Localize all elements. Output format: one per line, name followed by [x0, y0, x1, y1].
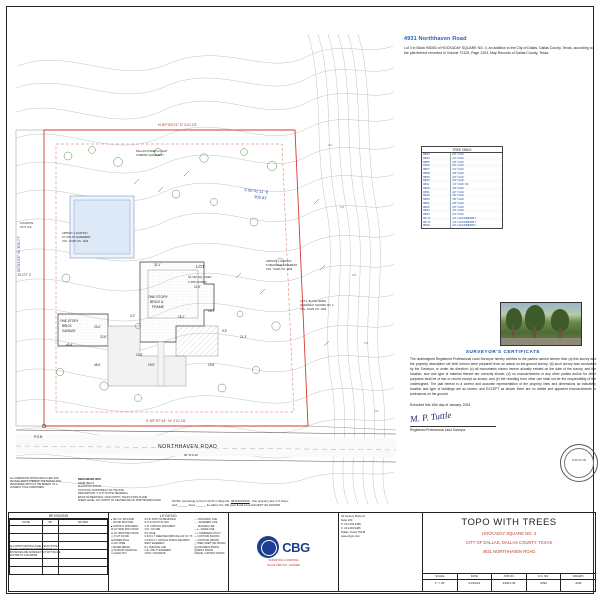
legend-entry: ∿∿ OVERHEAD UTILITY — [194, 532, 221, 535]
tree-description: 14" HACKBERRY — [452, 219, 477, 224]
legend-entry: ≈≈ CONTOUR (MAJOR) — [194, 536, 220, 539]
revision-row[interactable] — [10, 558, 108, 566]
legend-block — [109, 513, 229, 591]
tree-number: 9831 — [422, 191, 451, 195]
svg-text:BRICK &: BRICK & — [150, 300, 164, 304]
svg-text:NORTHHAVEN ROAD: NORTHHAVEN ROAD — [158, 444, 218, 450]
legend-entry: ⊕ POWER POLE — [111, 539, 130, 542]
svg-text:OF 5' U.E.: OF 5' U.E. — [20, 226, 33, 229]
svg-text:HOCKADAY SQUARE NO. 4: HOCKADAY SQUARE NO. 4 — [300, 304, 334, 307]
revision-cell[interactable] — [58, 542, 107, 550]
svg-text:APPROX. LOCATION: APPROX. LOCATION — [62, 232, 88, 235]
legend-entry: ▤ CONCRETE PAVING — [194, 546, 220, 549]
tree-description: 24" OAK — [452, 167, 464, 171]
firm-tagline-1: SURVEYING & MAPPING — [268, 559, 299, 563]
tree-number: 9840 — [422, 194, 451, 198]
tree-number: 9855 — [422, 161, 451, 165]
tree-number: 9820 — [422, 187, 451, 191]
flood-panel-number: 48113C0190K — [230, 499, 250, 503]
revision-cell[interactable] — [58, 525, 107, 533]
benchmark-line: LOCATION: NORTHWEST OF THE SITE — [78, 488, 125, 492]
tree-number: 98-72 — [422, 221, 451, 225]
tree-description: 22" OAK — [451, 179, 502, 183]
tree-number: 9858 — [422, 172, 451, 176]
legend-entry: ⊚ GUY WIRE — [111, 543, 126, 546]
svg-text:60' R.O.W.: 60' R.O.W. — [184, 453, 199, 457]
svg-text:GARAGE: GARAGE — [62, 329, 76, 333]
title-block-footer — [423, 573, 595, 591]
legend-column-abbreviations — [145, 519, 193, 557]
legend-entry: ESMT. EASEMENT — [144, 543, 165, 546]
tree-table-row — [422, 224, 502, 228]
tree-number: 9859 — [422, 176, 451, 180]
svg-text:22.6': 22.6' — [100, 335, 107, 339]
revision-cell[interactable] — [58, 533, 107, 541]
legend-entry: —x— FENCE LINE — [194, 529, 215, 532]
svg-text:45.0': 45.0' — [94, 363, 101, 367]
tree-number: 98-71 — [422, 217, 451, 221]
legend-entry: C.M. CONTROL MONUMENT — [144, 525, 176, 528]
legend-entry: ☒ 1/2" IRON ROD FOUND — [111, 529, 139, 532]
tree-number: 9854 — [422, 157, 451, 161]
legend-title: LEGEND — [159, 514, 178, 518]
footer-drawn-value: JGM — [575, 580, 582, 585]
general-note-1: ALL DIMENSIONS SHOWN ARE IN FEET AND DECIMAL PARTS THEREOF. THE SURVEY WAS PERFORMED WITHOUT THE BENEFIT OF A CURRENT TITLE COMMITMENT. — [10, 478, 62, 490]
revision-cell[interactable] — [58, 566, 107, 574]
legend-entry: R.O.W. RIGHT OF WAY — [144, 522, 170, 525]
revision-cell[interactable] — [10, 533, 43, 541]
tree-number: 9860 — [422, 179, 451, 183]
svg-text:23.2': 23.2' — [94, 325, 101, 329]
legend-entry: △ TREE (SIZE/TYPE NOTED) — [194, 543, 226, 546]
tree-description: 20" OAK — [452, 174, 464, 179]
footer-scale-value: 1" = 20' — [434, 580, 445, 585]
svg-text:622: 622 — [328, 144, 333, 147]
legend-entry: ─ ─ EASEMENT LINE — [194, 522, 218, 525]
revision-cell[interactable] — [10, 558, 43, 566]
svg-text:P.O.B.: P.O.B. — [34, 435, 43, 439]
revision-row[interactable] — [10, 566, 108, 574]
benchmark-line: SHEET LEVEL: NO. NORTH OF CENTERLINE OF NORTHHAVEN ROAD — [78, 499, 161, 502]
svg-text:LOT 2: LOT 2 — [20, 272, 32, 277]
revision-row[interactable] — [10, 550, 108, 558]
legend-entry: ⊗ 1/2" IRON PIPE FOUND — [111, 532, 139, 535]
tree-number: 9850 — [422, 198, 451, 202]
svg-text:N 89°59'21" E 210.23': N 89°59'21" E 210.23' — [158, 122, 198, 127]
svg-text:15.1': 15.1' — [208, 309, 215, 313]
jurisdiction: CITY OF DALLAS, DALLAS COUNTY, TEXAS — [465, 540, 553, 546]
svg-text:19.5': 19.5' — [208, 363, 215, 367]
svg-text:N 00°01'55" W 309.77': N 00°01'55" W 309.77' — [16, 235, 21, 276]
revision-cell[interactable] — [10, 542, 43, 550]
legend-entry: D.R.D.C.T. DEED RECORDS DALLAS CO. TX — [144, 536, 193, 539]
svg-text:VOL. 72125, PG. 1203: VOL. 72125, PG. 1203 — [300, 308, 327, 311]
tree-number: 9853 — [422, 153, 451, 157]
benchmark-line: ELEVATION: 625.18' — [78, 485, 102, 488]
site-photo — [500, 302, 582, 346]
svg-text:ONE STORY: ONE STORY — [148, 295, 168, 299]
svg-text:S 00°02'11" E: S 00°02'11" E — [243, 187, 269, 195]
svg-text:COMPANY EASEMENT: COMPANY EASEMENT — [136, 154, 164, 157]
revision-cell[interactable] — [43, 566, 59, 574]
svg-text:3.2': 3.2' — [130, 314, 136, 318]
sheet-title: TOPO WITH TREES — [461, 517, 557, 528]
svg-text:DALLAS POWER & LIGHT: DALLAS POWER & LIGHT — [136, 150, 168, 153]
revisions-col-notes: NOTES — [58, 520, 107, 526]
benchmark-title: BENCHMARK INFO — [78, 478, 102, 481]
legend-entry: –– CONTOUR (MINOR) — [194, 539, 220, 542]
firm-tagline-2: TEXAS FIRM NO. 10194390 — [266, 564, 301, 567]
flood-zone-note — [172, 500, 397, 508]
footer-job — [492, 574, 527, 591]
revision-cell[interactable] — [10, 550, 43, 558]
footer-scale — [423, 574, 458, 591]
firm-address-line: Suite 200 — [341, 518, 353, 522]
footer-date-value: 01/16/24 — [468, 580, 481, 585]
legend-entry: △ X CUT FOUND — [111, 536, 130, 539]
flood-note-second: and ______ does ______ lie within the 100 year flood zone EXCEPT AS SHOWN — [172, 502, 281, 507]
cbg-logo-icon — [257, 536, 279, 558]
footer-dfno — [527, 574, 562, 591]
svg-text:FRAME: FRAME — [152, 305, 164, 309]
tree-description: 15" OAK — [451, 209, 502, 213]
flood-note-left: NOTE: According to the F.I.R.M. in Map No. — [172, 499, 231, 503]
benchmark-line: DESCRIPTION: X CUT ON THE HEADWALL — [78, 492, 129, 495]
legend-entry: ○ FOUND IRON ROD — [111, 522, 134, 525]
tree-description: 30" OAK — [451, 164, 502, 168]
svg-text:5' DRAINAGE EASEMENT: 5' DRAINAGE EASEMENT — [266, 264, 298, 267]
surveyors-certificate — [410, 349, 596, 432]
footer-date — [458, 574, 493, 591]
subdivision-name: HOCKADAY SQUARE NO. 4 — [481, 531, 537, 536]
svg-text:13.4': 13.4' — [136, 353, 143, 357]
certificate-body: The undersigned Registered Professional Land Surveyor hereby certifies to the parties named hereon that: (a) this survey and the property description set forth hereon were prepared from an actual on-the-ground survey; (b) such survey was conducted by the Surveyor, or under his direction; (c) all monuments shown hereon actually existed on the date of the survey, and the location, size and type of material thereof are correctly shown; (d) no encroachments or any other parties and/or for other purposes shall be of law or record except as shown; and (e) the resulting from other use shall not be the responsibility of the undersigned. The plat hereon is a correct and accurate representation of the property lines and dimensions as indicated; location and type of buildings are as shown; and EXCEPT as shown there are no visible and apparent encroachments or protrusions on the ground. — [410, 357, 596, 396]
revision-cell[interactable] — [58, 550, 107, 558]
revision-cell[interactable] — [10, 525, 43, 533]
tree-description: 18" OAK — [452, 197, 464, 201]
tree-description: 20" OAK — [452, 152, 464, 156]
legend-entry: P.O.B. POINT OF BEGINNING — [144, 519, 177, 521]
revision-cell[interactable] — [10, 566, 43, 574]
legend-entry: ■ CONTROL MONUMENT — [111, 525, 139, 528]
legend-entry: ···· BUILDING LINE — [194, 525, 215, 528]
site-address: 4931 NORTHHAVEN ROAD — [482, 549, 536, 555]
legend-entry: O.P.R.D.C.T. OFFICIAL PUBLIC RECORDS — [144, 539, 190, 542]
general-note-2: ALL NORTH CENTRAL ZONE, TEXAS STATE PLANE COORDINATE SYSTEM NAD 83. ALL DISTANCES ARE SURFACE PLAT WITH SCALE FACTOR OF 1.000136506. — [10, 546, 61, 558]
legend-entry: U.E. UTILITY EASEMENT — [144, 549, 172, 552]
tree-number: 9811 — [422, 183, 451, 187]
footer-scale-label: SCALE — [423, 574, 457, 580]
surveyor-signature: M. P. Tuttle — [409, 409, 452, 424]
seal-text: SURVEYOR — [571, 459, 587, 462]
seal-inner-ring — [564, 448, 594, 478]
flood-note-right: , this property lies in X Zone, — [250, 499, 289, 503]
svg-text:40.4': 40.4' — [66, 343, 73, 347]
svg-text:626: 626 — [352, 274, 357, 277]
svg-text:VOL. 72125, PG. 1203: VOL. 72125, PG. 1203 — [266, 268, 293, 271]
legend-entry: ── BOUNDARY LINE — [194, 519, 217, 521]
revisions-table — [9, 519, 108, 575]
legend-column-linetypes — [194, 519, 226, 557]
signature-line — [410, 426, 496, 427]
tree-table-body — [422, 153, 502, 228]
footer-date-label: DATE — [458, 574, 492, 580]
legend-entry: ⊙ CLEAN OUT — [111, 553, 127, 556]
tree-description: 20" OAK — [452, 204, 464, 209]
firm-address-line: P: 214.349.9485 — [341, 522, 361, 526]
legend-entry: ▧ BRICK PAVING — [194, 549, 214, 552]
legend-entry: GRAVEL / ASPHALT PAVING — [194, 553, 225, 556]
revisions-block — [9, 513, 109, 591]
tree-description: 14" OAK X2 — [452, 182, 469, 186]
svg-text:LOT: LOT — [196, 264, 205, 269]
svg-text:LOT 4, BLOCK 9/8392: LOT 4, BLOCK 9/8392 — [300, 300, 327, 303]
firm-logo-block — [229, 513, 339, 591]
tree-description: 30" OAK — [451, 194, 502, 198]
firm-address-line: www.cbgtx.com — [341, 534, 360, 538]
firm-address-block — [339, 513, 423, 591]
tree-number: 9356 — [422, 164, 451, 168]
footer-drawn — [561, 574, 595, 591]
benchmark-line: BASIS OF BEARINGS: GRID NORTH, TEXAS STATE PLANE — [78, 495, 148, 499]
right-info-column — [404, 36, 594, 56]
svg-text:1.480 ACRES: 1.480 ACRES — [188, 280, 207, 284]
property-address: 4931 Northhaven Road — [404, 36, 467, 42]
svg-text:624: 624 — [340, 206, 345, 209]
firm-address-line: 49 Century Place Dr — [341, 515, 366, 518]
revision-cell[interactable] — [43, 550, 59, 558]
tree-description: 12" OAK — [451, 157, 502, 161]
footer-job-label: JOB NO. — [492, 574, 526, 580]
tree-number: 9861 — [422, 202, 451, 206]
svg-text:11.9': 11.9' — [194, 285, 201, 289]
svg-text:18.1': 18.1' — [178, 315, 185, 319]
firm-address-line: Dallas, Texas 75248 — [341, 530, 366, 534]
tree-table-title: TREE TABLE — [422, 147, 502, 153]
tree-description: 28" OAK — [452, 159, 464, 164]
benchmark-info — [78, 478, 166, 503]
svg-text:19.5': 19.5' — [148, 363, 155, 367]
svg-text:APPROX. LOCATION: APPROX. LOCATION — [266, 260, 292, 263]
legend-entry: ◎ SANITARY MANHOLE — [111, 549, 137, 552]
svg-text:ONE STORY: ONE STORY — [60, 319, 79, 323]
legend-entry: B.L. BUILDING LINE — [144, 546, 166, 549]
svg-text:32.1': 32.1' — [154, 263, 161, 267]
revisions-col-date: DATE — [10, 520, 43, 526]
revisions-col-by: BY — [43, 520, 59, 526]
legend-entry: ● SET 1/2" IRON ROD — [111, 519, 135, 521]
tree-description: 18" OAK — [451, 187, 502, 191]
svg-text:10' UTILITY EASEMENT: 10' UTILITY EASEMENT — [62, 236, 91, 239]
revision-row[interactable] — [10, 525, 108, 533]
footer-drawn-label: DRAWN — [561, 574, 595, 580]
tree-description: 24" OAK — [452, 212, 464, 216]
svg-text:21.3': 21.3' — [240, 335, 247, 339]
legend-entry: VOL. VOLUME — [144, 529, 161, 532]
legend-entry: PG. PAGE — [144, 532, 156, 535]
svg-text:BRICK: BRICK — [62, 324, 72, 328]
svg-text:309.81': 309.81' — [253, 194, 268, 201]
svg-text:64,462 SQ. FEET: 64,462 SQ. FEET — [188, 275, 212, 279]
svg-text:LOCATION: LOCATION — [20, 222, 34, 225]
footer-job-value: 24001-45 — [502, 580, 516, 585]
certificate-title: SURVEYOR'S CERTIFICATE — [465, 349, 541, 354]
svg-text:9.3': 9.3' — [222, 329, 228, 333]
tree-description: 12" HACKBERRY — [451, 224, 502, 228]
tree-number: 9857 — [422, 168, 451, 172]
svg-text:S 89°57'44" W 210.15': S 89°57'44" W 210.15' — [146, 418, 186, 423]
revision-cell[interactable] — [43, 533, 59, 541]
sheet-title-block — [423, 513, 595, 591]
signature-caption: Registered Professional Land Surveyor — [410, 427, 466, 432]
svg-text:630: 630 — [374, 410, 379, 413]
firm-address-line: F: 214.349.9486 — [341, 526, 361, 530]
tree-number: 9864 — [422, 213, 451, 217]
certificate-date: Executed this 16th day of January, 2024 — [410, 402, 471, 407]
svg-text:VOL. 72125, PG. 1203: VOL. 72125, PG. 1203 — [62, 240, 89, 243]
tree-number: 9862 — [422, 206, 451, 210]
revision-cell[interactable] — [43, 558, 59, 566]
tree-description: 22" OAK — [452, 189, 464, 194]
revision-cell[interactable] — [58, 558, 107, 566]
legend-entry: CONC. CONCRETE — [144, 553, 166, 556]
tree-number: 9863 — [422, 209, 451, 213]
footer-dfno-label: D.F. NO. — [527, 574, 561, 580]
tree-description: 12" HACKBERRY — [451, 217, 502, 221]
tree-number: 9836 — [422, 224, 451, 228]
revisions-title: REVISIONS — [9, 513, 108, 519]
surveyor-seal-icon — [560, 444, 598, 482]
title-block — [8, 512, 596, 592]
benchmark-line: NAME: BM-01 — [78, 481, 94, 485]
tree-description: 18" OAK — [451, 172, 502, 176]
revision-row[interactable] — [10, 542, 108, 550]
survey-drawing — [8, 26, 400, 512]
revision-row[interactable] — [10, 533, 108, 541]
legend-entry: □ WATER METER — [111, 546, 130, 549]
revision-cell[interactable] — [43, 525, 59, 533]
legal-description: Lot 3 in Block 9/8392 of HOCKADAY SQUARE NO. 4, an addition to the City of Dallas, Dallas County, Texas, according to the plat thereof recorded in Volume 72125, Page 1203, Map Records of Dallas County, Texas. — [404, 46, 593, 56]
legend-column-symbols — [111, 519, 143, 557]
footer-dfno-value: 0394 — [540, 580, 547, 585]
firm-name: CBG — [282, 539, 310, 555]
svg-text:628: 628 — [364, 342, 369, 345]
tree-table — [421, 146, 503, 229]
revision-cell[interactable] — [43, 542, 59, 550]
tree-description: 28" OAK — [451, 202, 502, 206]
